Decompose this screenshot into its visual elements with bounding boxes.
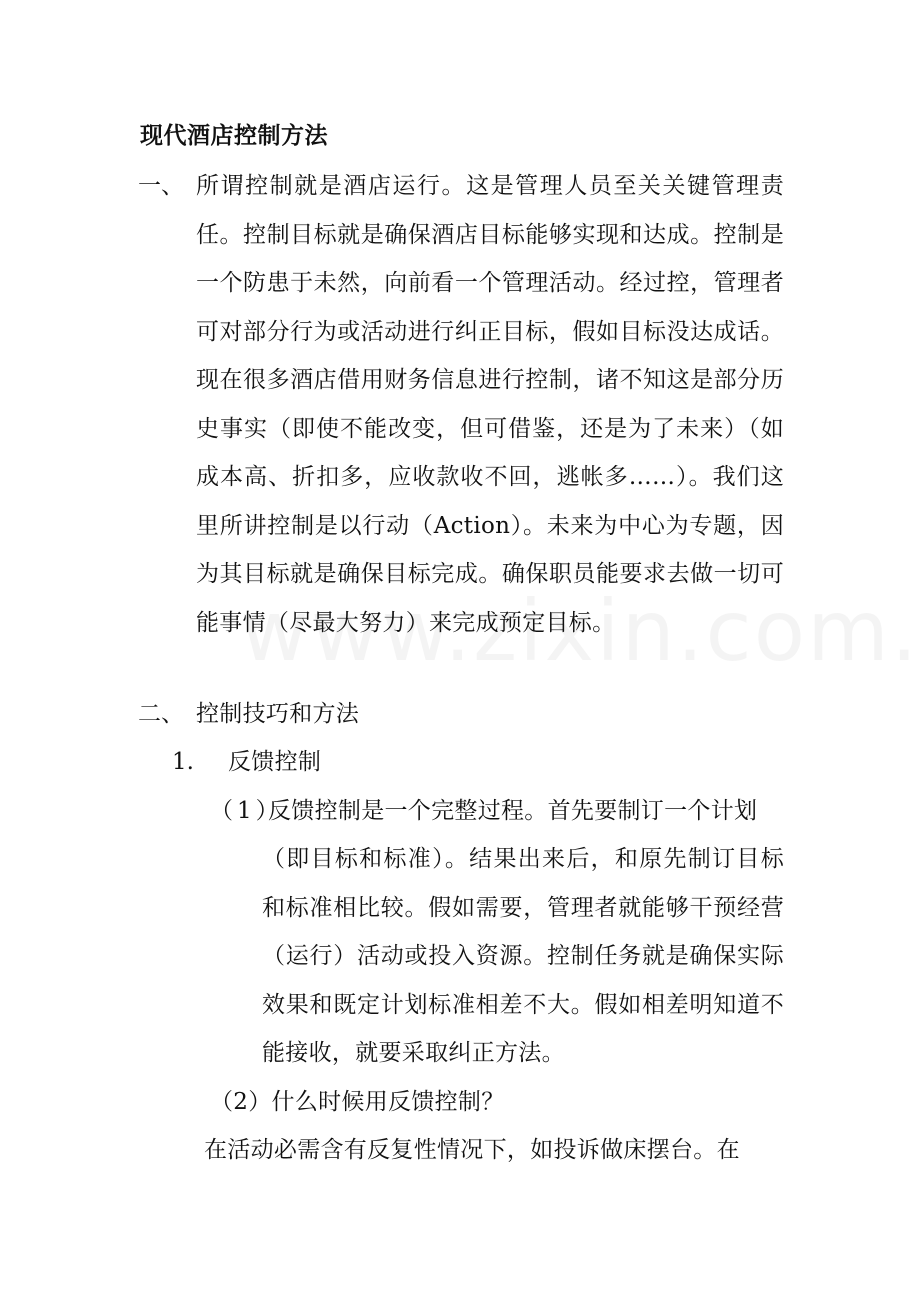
section-2-heading: 控制技巧和方法	[196, 701, 360, 727]
subsection-1-heading: 反馈控制	[228, 749, 322, 775]
section-1-marker: 一、	[138, 173, 184, 199]
item-1-first-line: 反馈控制是一个完整过程。首先要制订一个计划	[268, 798, 758, 824]
trailing-paragraph: 在活动必需含有反复性情况下，如投诉做床摆台。在	[204, 1137, 740, 1163]
section-2-marker: 二、	[138, 701, 184, 727]
item-1-paragraph: （即目标和标准）。结果出来后，和原先制订目标和标准相比较。假如需要，管理者就能够干预经营（运行）活动或投入资源。控制任务就是确保实际效果和既定计划标准相差不大。假如相差明知道不能接收，就要采取纠正方法。	[262, 846, 784, 1066]
subsection-1-marker: 1.	[172, 749, 194, 775]
item-1-marker: （1）	[210, 798, 283, 824]
page-title: 现代酒店控制方法	[140, 123, 328, 149]
section-1-paragraph: 所谓控制就是酒店运行。这是管理人员至关关键管理责任。控制目标就是确保酒店目标能够实现和达成。控制是一个防患于未然，向前看一个管理活动。经过控，管理者可对部分行为或活动进行纠正目标，假如目标没达成话。现在很多酒店借用财务信息进行控制，诸不知这是部分历史事实（即使不能改变，但可借鉴，还是为了未来）（如成本高、折扣多，应收款收不回，逃帐多……）。我们这里所讲控制是以行动（Action）。未来为中心为专题，因为其目标就是确保目标完成。确保职员能要求去做一切可能事情（尽最大努力）来完成预定目标。	[196, 173, 784, 636]
item-2-question: （2）什么时候用反馈控制？	[210, 1089, 505, 1115]
